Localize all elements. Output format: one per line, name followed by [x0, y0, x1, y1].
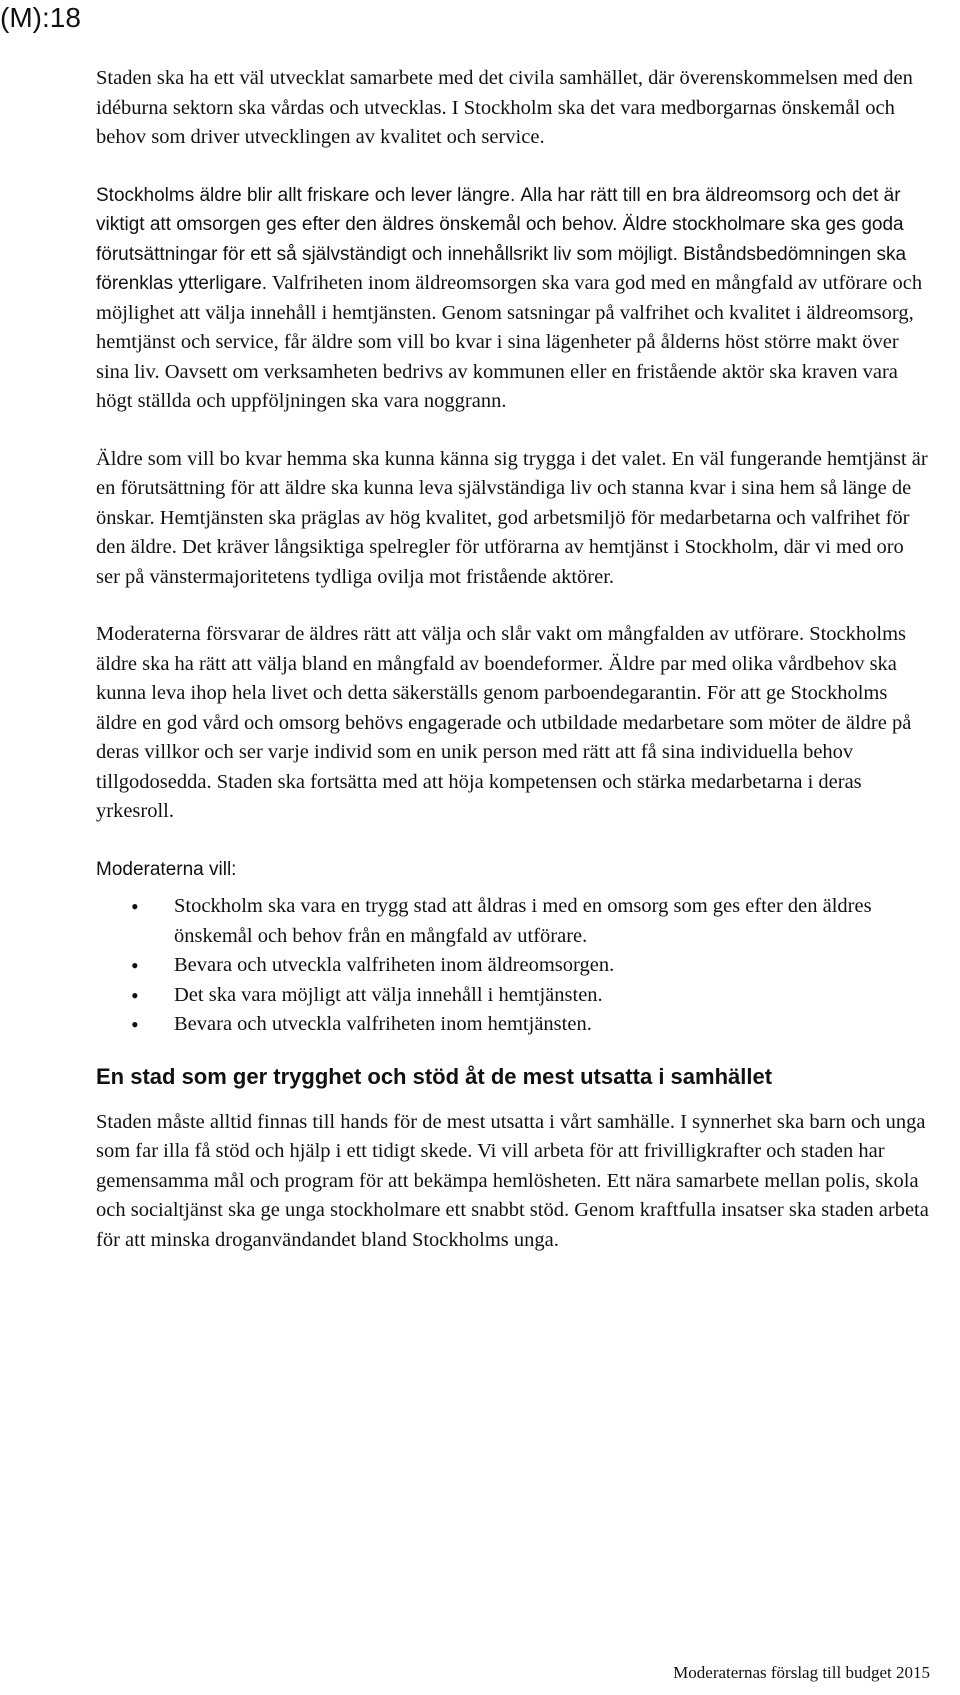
bullet-icon: • [131, 894, 139, 919]
paragraph-civil-society: Staden ska ha ett väl utvecklat samarbete med det civila samhället, där överenskommelsen med den idéburna sektorn ska vårdas och utvecklas. I Stockholm ska det vara medborgarnas önskemål och behov som driver utvecklingen av kvalitet och service. [96, 67, 913, 148]
list-item [96, 892, 931, 951]
list-item-text: Stockholm ska vara en trygg stad att åldras i med en omsorg som ges efter den äldres önskemål och behov från en mångfald av utförare. [174, 895, 872, 947]
paragraph-choice: Moderaterna försvarar de äldres rätt att välja och slår vakt om mångfalden av utförare. Stockholms äldre ska ha rätt att välja bland en mångfald av boendeformer. Äldre par med olika vårdbehov ska kunna leva ihop hela livet och detta säkerställs genom parboendegarantin. För att ge Stockholms äldre en god vård och omsorg behövs engagerade och utbildade medarbetare som möter de äldre på deras villkor och ser varje individ som en unik person med rätt att få sina individuella behov tillgodosedda. Staden ska fortsätta med att höja kompetensen och stärka medarbetarna i deras yrkesroll. [96, 623, 912, 822]
paragraph-home-care: Äldre som vill bo kvar hemma ska kunna känna sig trygga i det valet. En väl fungerande hemtjänst är en förutsättning för att äldre ska kunna leva självständiga liv och stanna kvar i sina hem så länge de önskar. Hemtjänsten ska präglas av hög kvalitet, god arbetsmiljö för medarbetarna och valfrihet för den äldre. Det kräver långsiktiga spelregler för utförarna av hemtjänst i Stockholm, där vi med oro ser på vänstermajoritetens tydliga ovilja mot fristående aktörer. [96, 447, 928, 588]
list-item-text: Bevara och utveckla valfriheten inom äldreomsorgen. [174, 954, 615, 976]
document-body [96, 64, 931, 1283]
bullet-icon: • [131, 982, 139, 1008]
page-label: (M):18 [0, 2, 81, 33]
page-footer: Moderaternas förslag till budget 2015 [673, 1663, 930, 1682]
bullet-icon: • [131, 1012, 139, 1037]
list-item [96, 951, 931, 981]
list-item [96, 981, 931, 1011]
paragraph-elderly-care-tail: Valfriheten inom äldreomsorgen ska vara god med en mångfald av utförare och möjlighet att välja innehåll i hemtjänsten. Genom satsningar på valfrihet och kvalitet i äldreomsorg, hemtjänst och service, får äldre som vill bo kvar i sina lägenheter på ålderns höst större makt över sina liv. Oavsett om verksamheten bedrivs av kommunen eller en fristående aktör ska kraven vara högt ställda och uppföljningen ska vara noggrann. [96, 272, 923, 412]
list-item-text: Bevara och utveckla valfriheten inom hemtjänsten. [174, 1013, 592, 1035]
bullet-list [96, 892, 931, 1040]
paragraph-elderly-care [96, 181, 931, 417]
paragraph-elderly-care-lead: Stockholms äldre blir allt friskare och lever längre. [96, 184, 516, 206]
list-item-text: Det ska vara möjligt att välja innehåll i hemtjänsten. [174, 983, 603, 1006]
list-intro: Moderaterna vill: [96, 858, 237, 880]
list-item [96, 1010, 931, 1040]
bullet-icon: • [131, 953, 139, 978]
paragraph-vulnerable: Staden måste alltid finnas till hands för de mest utsatta i vårt samhälle. I synnerhet ska barn och unga som far illa få stöd och hjälp i ett tidigt skede. Vi vill arbeta för att frivilligkrafter och staden har gemensamma mål och program för att bekämpa hemlösheten. Ett nära samarbete mellan polis, skola och socialtjänst ska ge unga stockholmare ett snabbt stöd. Genom kraftfulla insatser ska staden arbeta för att minska droganvändandet bland Stockholms unga. [96, 1110, 929, 1251]
paragraph-elderly-care-body: Alla har rätt till en bra äldreomsorg och det är viktigt att omsorgen ges efter den äldres önskemål och behov. Äldre stockholmare ska ges goda förutsättningar för ett så självständigt och innehållsrikt liv som möjligt. Biståndsbedömningen ska förenklas ytterligare. [96, 184, 907, 294]
section-heading: En stad som ger trygghet och stöd åt de mest utsatta i samhället [96, 1063, 773, 1089]
